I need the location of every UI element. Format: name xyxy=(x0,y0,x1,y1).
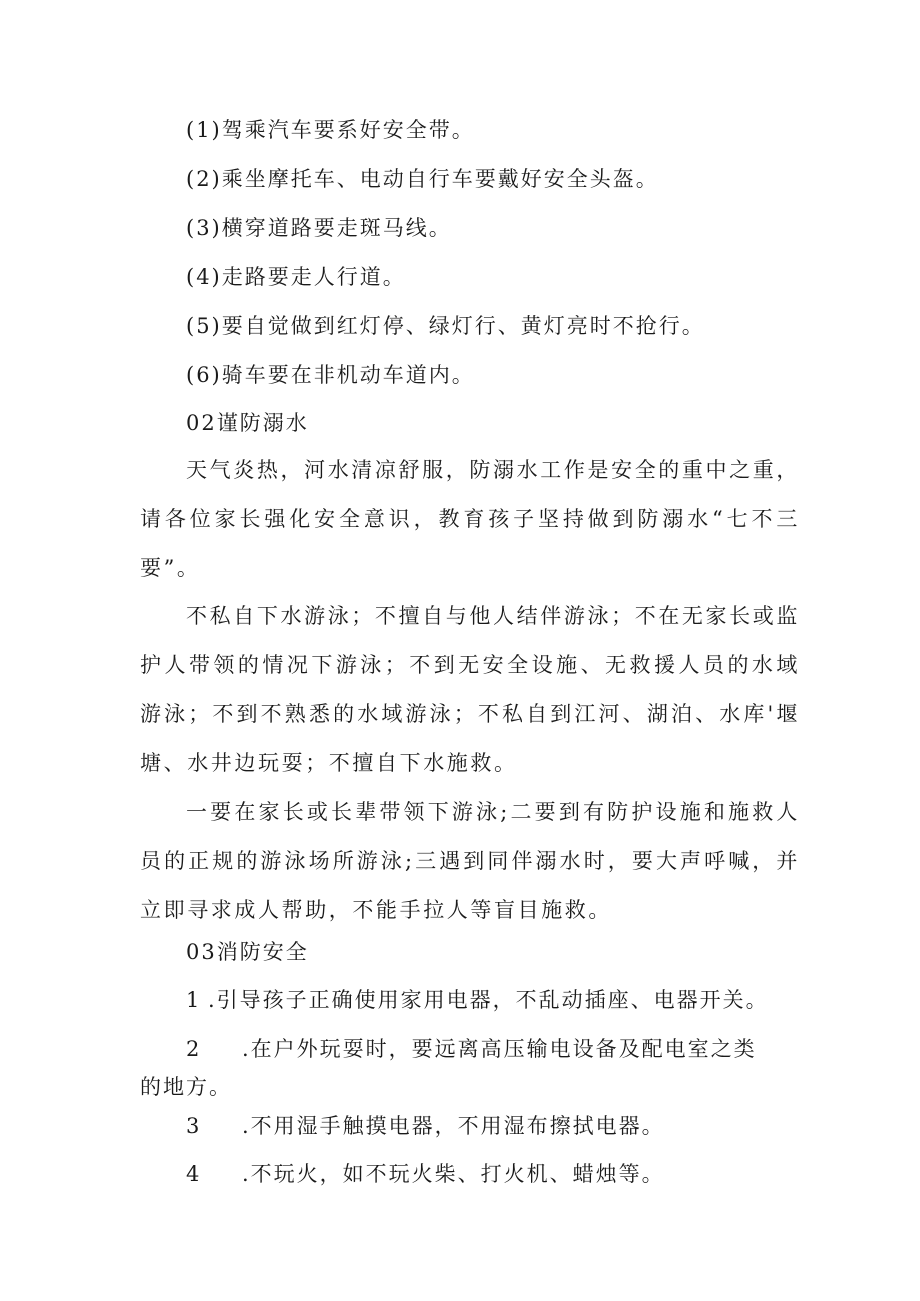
drowning-paragraph-three-musts: 一要在家长或长辈带领下游泳;二要到有防护设施和施救人员的正规的游泳场所游泳;三遇到同伴溺水时，要大声呼喊，并立即寻求成人帮助，不能手拉人等盲目施救。 xyxy=(140,800,800,922)
item-text: .引导孩子正确使用家用电器，不乱动插座、电器开关。 xyxy=(208,988,769,1012)
fire-safety-item-4 xyxy=(186,1159,665,1189)
traffic-rule-4: (4)走路要走人行道。 xyxy=(186,265,406,289)
item-text: .不玩火，如不玩火柴、打火机、蜡烛等。 xyxy=(242,1162,665,1186)
item-number: 1 xyxy=(186,988,202,1012)
item-number: 4 xyxy=(186,1162,202,1186)
fire-safety-item-3 xyxy=(186,1111,665,1141)
drowning-paragraph-seven-nots: 不私自下水游泳；不擅自与他人结伴游泳；不在无家长或监护人带领的情况下游泳；不到无安全设施、无救援人员的水域游泳；不到不熟悉的水域游泳；不私自到江河、湖泊、水库'堰塘、水井边玩耍；不擅自下水施救。 xyxy=(140,604,800,775)
fire-safety-item-2 xyxy=(140,1030,800,1106)
item-number: 2 xyxy=(186,1037,202,1061)
item-text-continuation: 的地方。 xyxy=(140,1075,232,1099)
traffic-rule-3: (3)横穿道路要走斑马线。 xyxy=(186,216,452,240)
item-number: 3 xyxy=(186,1114,202,1138)
section-heading-fire-safety: 03消防安全 xyxy=(186,940,309,964)
item-text: .不用湿手触摸电器，不用湿布擦拭电器。 xyxy=(242,1114,665,1138)
traffic-rule-5: (5)要自觉做到红灯停、绿灯行、黄灯亮时不抢行。 xyxy=(186,314,705,338)
fire-safety-item-1 xyxy=(186,985,769,1015)
traffic-rule-2: (2)乘坐摩托车、电动自行车要戴好安全头盔。 xyxy=(186,167,659,191)
section-heading-drowning: 02谨防溺水 xyxy=(186,411,309,435)
traffic-rule-6: (6)骑车要在非机动车道内。 xyxy=(186,363,475,387)
drowning-paragraph-intro: 天气炎热，河水清凉舒服，防溺水工作是安全的重中之重，请各位家长强化安全意识，教育孩子坚持做到防溺水“七不三要”。 xyxy=(140,458,800,580)
traffic-rule-1: (1)驾乘汽车要系好安全带。 xyxy=(186,118,475,142)
item-text: .在户外玩耍时，要远离高压输电设备及配电室之类 xyxy=(242,1037,757,1061)
